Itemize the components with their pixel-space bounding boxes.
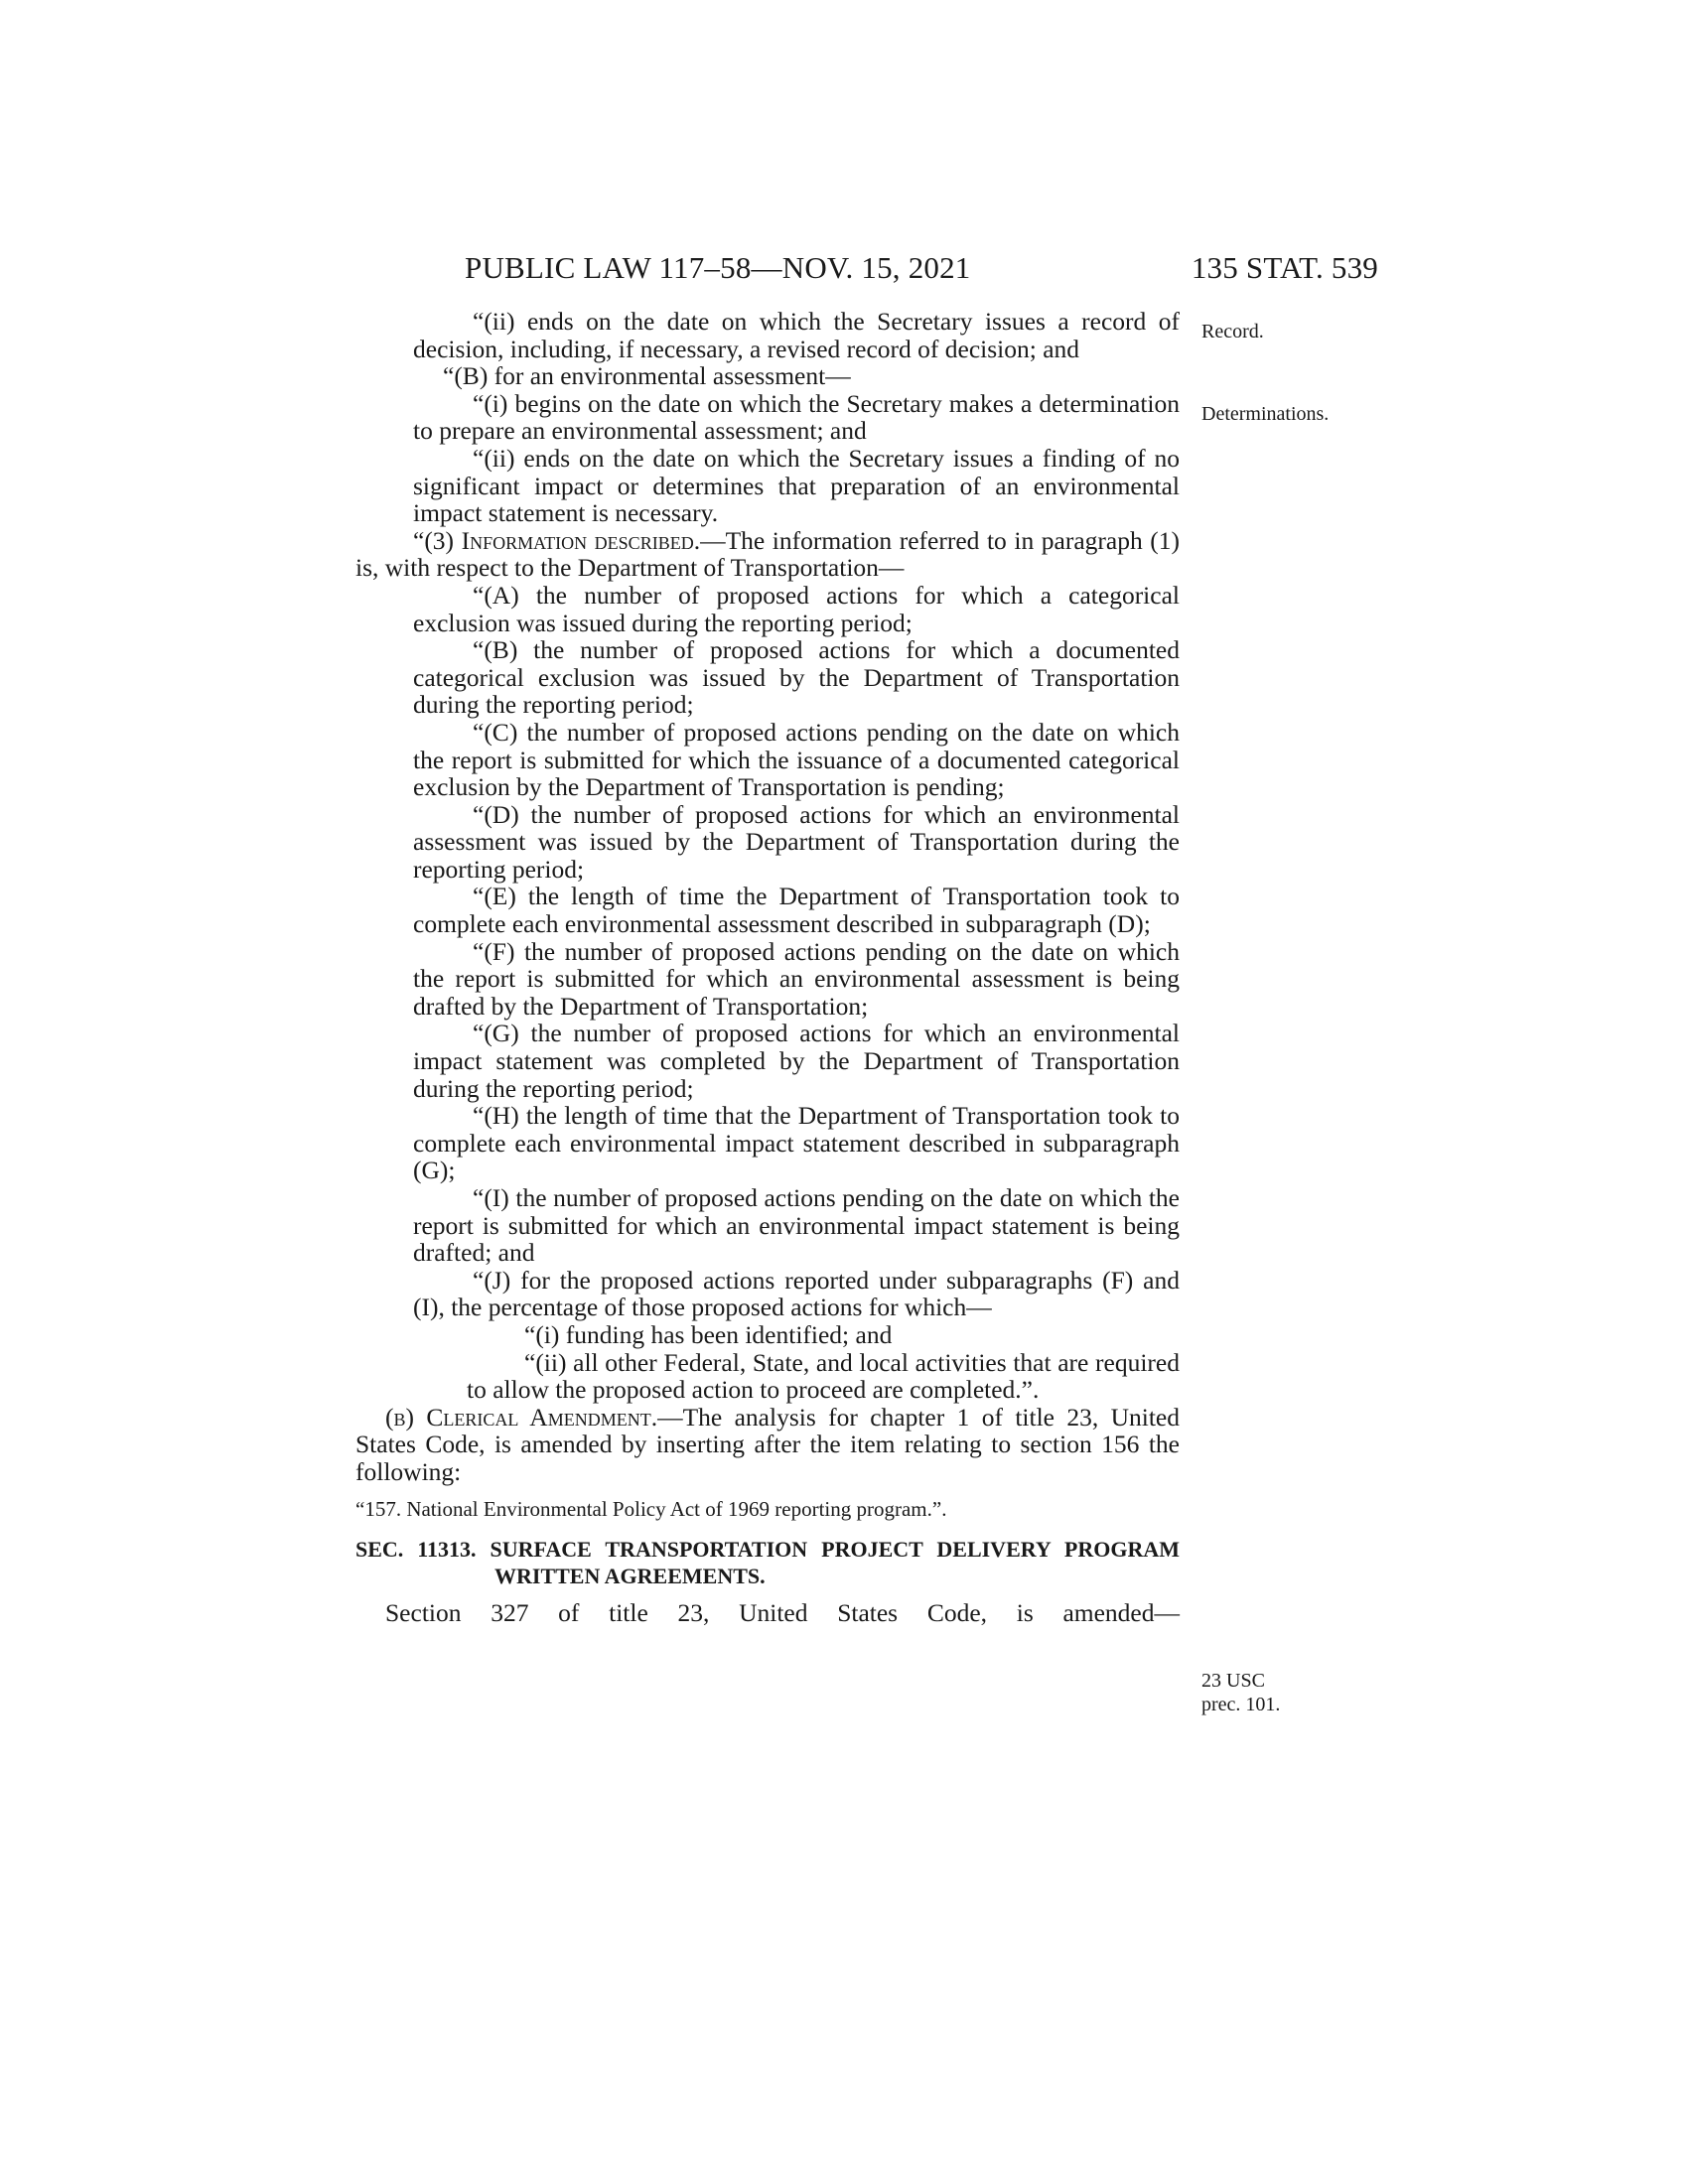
subparagraph-H: “(H) the length of time that the Department of Transportation took to complete each environmental impact statement described in subparagraph (G); — [413, 1101, 1180, 1185]
toc-item-157: “157. National Environmental Policy Act of 1969 reporting program.”. — [355, 1496, 947, 1521]
paragraph-3-information-described — [355, 527, 1180, 582]
header-title: PUBLIC LAW 117–58—NOV. 15, 2021 — [465, 250, 971, 285]
subparagraph-A: “(A) the number of proposed actions for which a categorical exclusion was issued during the reporting period; — [413, 580, 1180, 637]
subparagraph-B: “(B) the number of proposed actions for which a documented categorical exclusion was issued by the Department of Transportation during the reporting period; — [413, 635, 1180, 720]
paragraph-b-clerical-amendment — [355, 1404, 1180, 1486]
margin-note-usc-line2: prec. 101. — [1201, 1694, 1281, 1715]
margin-note-usc-line1: 23 USC — [1201, 1670, 1265, 1692]
margin-note-usc — [1201, 1669, 1280, 1716]
paragraph-b-heading: (b) Clerical Amendment. — [385, 1402, 658, 1432]
header-page-number: 135 STAT. 539 — [1191, 250, 1378, 285]
paragraph-i-begins: “(i) begins on the date on which the Secretary makes a determination to prepare an environmental assessment; and — [413, 388, 1180, 446]
paragraph-ii-record: “(ii) ends on the date on which the Secretary issues a record of decision, including, if necessary, a revised record of decision; and — [413, 307, 1180, 363]
document-body — [355, 308, 1180, 1626]
section-heading: SEC. 11313. SURFACE TRANSPORTATION PROJECT DELIVERY PROGRAM WRITTEN AGREEMENTS. — [355, 1536, 1180, 1588]
subparagraph-G: “(G) the number of proposed actions for which an environmental impact statement was completed by the Department of Transportation during the reporting period; — [413, 1019, 1180, 1103]
paragraph-B-environmental-assessment: “(B) for an environmental assessment— — [443, 361, 851, 391]
margin-note-determinations: Determinations. — [1201, 403, 1330, 425]
subparagraph-F: “(F) the number of proposed actions pending on the date on which the report is submitted for which an environmental assessment is being drafted by the Department of Transportation; — [413, 936, 1180, 1021]
paragraph-3-text: —The information referred to in paragraph (1) is, with respect to the Department of Transportation— — [355, 525, 1180, 583]
paragraph-3-heading: “(3) Information described. — [413, 525, 701, 555]
subparagraph-E: “(E) the length of time the Department of Transportation took to complete each environmental assessment described in subparagraph (D); — [413, 882, 1180, 939]
paragraph-b-text: —The analysis for chapter 1 of title 23, United States Code, is amended by inserting after the item relating to section 156 the following: — [355, 1402, 1180, 1486]
paragraph-ii-ends: “(ii) ends on the date on which the Secretary issues a finding of no significant impact or determines that preparation of an environmental impact statement is necessary. — [413, 443, 1180, 528]
subparagraph-D: “(D) the number of proposed actions for which an environmental assessment was issued by the Department of Transportation during the reporting period; — [413, 799, 1180, 884]
page-header — [465, 250, 1378, 290]
subparagraph-I: “(I) the number of proposed actions pending on the date on which the report is submitted for which an environmental impact statement is being drafted; and — [413, 1183, 1180, 1268]
clause-J-i: “(i) funding has been identified; and — [524, 1319, 893, 1349]
subparagraph-C: “(C) the number of proposed actions pending on the date on which the report is submitted for which the issuance of a documented categorical exclusion by the Department of Transportation is pending; — [413, 717, 1180, 802]
clause-J-ii: “(ii) all other Federal, State, and local activities that are required to allow the proposed action to proceed are completed.”. — [467, 1347, 1180, 1405]
margin-note-record: Record. — [1201, 321, 1264, 342]
subparagraph-J: “(J) for the proposed actions reported under subparagraphs (F) and (I), the percentage of those proposed actions for which— — [413, 1265, 1180, 1322]
section-body: Section 327 of title 23, United States Code, is amended— — [385, 1597, 1180, 1627]
